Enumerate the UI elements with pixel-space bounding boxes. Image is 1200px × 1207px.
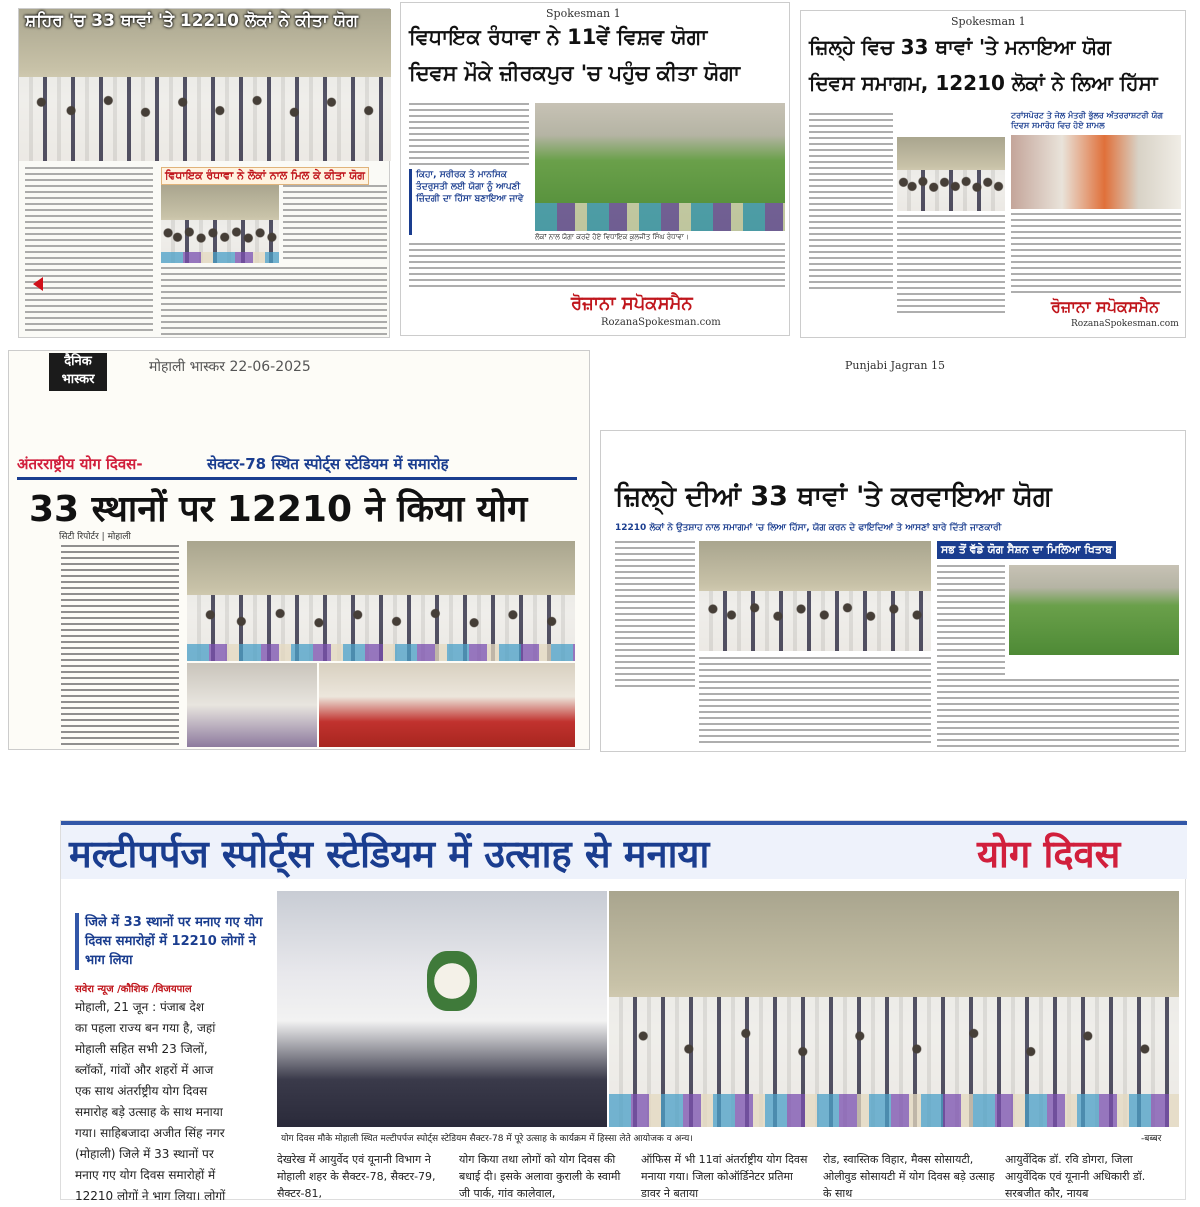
body-line: मोहाली, 21 जून : पंजाब देश	[75, 1000, 204, 1014]
lede: जिले में 33 स्थानों पर मनाए गए योग दिवस समारोहों में 12210 लोगों ने भाग लिया	[85, 915, 263, 968]
newspaper-clipping-2	[400, 2, 790, 336]
clip2-headline-line2: ਦਿਵਸ ਮੌਕੇ ਜ਼ੀਰਕਪੁਰ 'ਚ ਪਹੁੰਚ ਕੀਤਾ ਯੋਗਾ	[409, 61, 741, 85]
pull-quote-text: ਕਿਹਾ, ਸਰੀਰਕ ਤੇ ਮਾਨਸਿਕ ਤੰਦਰੁਸਤੀ ਲਈ ਯੋਗਾ ਨੂੰ ਆਪਣੀ ਜ਼ਿੰਦਗੀ ਦਾ ਹਿੱਸਾ ਬਣਾਇਆ ਜਾਵੇ	[416, 170, 524, 204]
article-text-column	[409, 243, 785, 289]
bottom-column: आयुर्वेदिक डॉ. रवि डोगरा, जिला आयुर्वेदिक एवं यूनानी अधिकारी डॉ. सरबजीत कौर, नायब	[1005, 1153, 1146, 1200]
headline-band	[61, 821, 1187, 879]
website-url: RozanaSpokesman.com	[601, 317, 721, 328]
body-line: का पहला राज्य बन गया है, जहां	[75, 1021, 216, 1035]
clip2-headline-line1: ਵਿਧਾਇਕ ਰੰਧਾਵਾ ਨੇ 11ਵੇਂ ਵਿਸ਼ਵ ਯੋਗਾ	[409, 25, 708, 49]
article-text-column	[937, 565, 1005, 675]
rozana-spokesman-logo: ਰੋਜ਼ਾਨਾ ਸਪੋਕਸਮੈਨ	[1051, 297, 1160, 316]
rozana-spokesman-logo: ਰੋਜ਼ਾਨਾ ਸਪੋਕਸਮੈਨ	[571, 293, 693, 314]
article-text-column	[809, 113, 893, 293]
masthead-line1: दैनिक	[64, 354, 92, 369]
body-line: समारोह बड़े उत्साह के साथ मनाया	[75, 1105, 223, 1119]
article-text-column	[937, 679, 1179, 747]
clip3-subhead-text: ਟਰਾਂਸਪੋਰਟ ਤੇ ਜੇਲ ਮੰਤਰੀ ਭੁੱਲਰ ਅੰਤਰਰਾਸ਼ਟਰੀ ਯੋਗ ਦਿਵਸ ਸਮਾਰੋਹ ਵਿਚ ਹੋਏ ਸ਼ਾਮਲ	[1011, 111, 1163, 130]
yoga-mats	[609, 1094, 1179, 1127]
source-label: Spokesman 1	[951, 15, 1026, 28]
participants-group	[897, 170, 1005, 211]
participants-group	[19, 77, 391, 161]
clip3-headline-line1: ਜ਼ਿਲ੍ਹੇ ਵਿਚ 33 ਥਾਵਾਂ 'ਤੇ ਮਨਾਇਆ ਯੋਗ	[809, 35, 1111, 59]
newspaper-clipping-1	[18, 8, 390, 338]
hospital-yoga-photo	[319, 663, 575, 747]
body-line: गया। साहिबजादा अजीत सिंह नगर	[75, 1126, 225, 1140]
yoga-mats	[161, 252, 279, 263]
bottom-columns	[277, 1151, 1177, 1201]
body-line: (मोहाली) जिले में 33 स्थानों पर	[75, 1147, 214, 1161]
minister-honour-photo	[1011, 135, 1181, 209]
bottom-column: योग किया तथा लोगों को योग दिवस की बधाई दी। इसके अलावा कुराली के स्वामी जी पार्क, गांव कालेवाल,	[459, 1153, 621, 1200]
article-text-column	[283, 185, 387, 263]
source-label: Punjabi Jagran 15	[845, 359, 945, 372]
clip3-subhead	[1011, 111, 1181, 131]
newspaper-clipping-5	[600, 359, 1186, 752]
newspaper-clipping-4	[8, 350, 590, 750]
outdoor-yoga-photo	[1009, 565, 1179, 655]
clip1-headline: ਸ਼ਹਿਰ 'ਚ 33 ਥਾਵਾਂ 'ਤੇ 12210 ਲੋਕਾਂ ਨੇ ਕੀਤਾ ਯੋਗ	[25, 11, 358, 31]
kicker-label: अंतरराष्ट्रीय योग दिवस-	[17, 455, 143, 473]
bottom-column: ऑफिस में भी 11वां अंतर्राष्ट्रीय योग दिवस मनाया गया। जिला कोऑर्डिनेटर प्रतिमा डावर ने बताया	[641, 1153, 808, 1200]
college-yoga-photo	[187, 663, 317, 747]
stadium-yoga-photo	[699, 541, 931, 651]
website-url: RozanaSpokesman.com	[1071, 319, 1179, 329]
article-text-column	[615, 541, 695, 691]
red-arrow-marker	[33, 277, 43, 291]
clip1-subhead: ਵਿਧਾਇਕ ਰੰਧਾਵਾ ਨੇ ਲੋਕਾਂ ਨਾਲ ਮਿਲ ਕੇ ਕੀਤਾ ਯੋਗ	[161, 167, 369, 185]
kicker-text: सेक्टर-78 स्थित स्पोर्ट्स स्टेडियम में समारोह	[207, 455, 449, 473]
body-line: मनाए गए योग दिवस समारोहों में	[75, 1168, 216, 1182]
clip6-headline-accent: योग दिवस	[977, 832, 1121, 876]
stadium-yoga-photo	[609, 891, 1179, 1127]
clip3-headline-line2: ਦਿਵਸ ਸਮਾਗਮ, 12210 ਲੋਕਾਂ ਨੇ ਲਿਆ ਹਿੱਸਾ	[809, 71, 1158, 95]
dainik-bhaskar-masthead	[49, 353, 107, 391]
felicitation-photo	[277, 891, 607, 1127]
byline: सवेरा न्यूज /कौशिक /विजयपाल	[75, 984, 192, 995]
body-line: मोहाली सहित सभी 23 जिलों,	[75, 1042, 208, 1056]
photo-caption: योग दिवस मौके मोहाली स्थित मल्टीपर्पज स्पोर्ट्स स्टेडियम सैक्टर-78 में पूरे उत्साह के कार्यक्रम में हिस्सा लेते आयोजक व अन्य।	[281, 1134, 693, 1144]
photo-caption: ਲੋਕਾਂ ਨਾਲ ਯੋਗਾ ਕਰਦੇ ਹੋਏ ਵਿਧਾਇਕ ਕੁਲਜੀਤ ਸਿੰਘ ਰੰਧਾਵਾ।	[535, 233, 689, 241]
bottom-column: रोड, स्वास्तिक विहार, मैक्स सोसायटी, ओलीवुड सोसायटी में योग दिवस बड़े उत्साह के साथ	[823, 1153, 995, 1200]
body-line: एक साथ अंतर्राष्ट्रीय योग दिवस	[75, 1084, 208, 1098]
article-text-column	[61, 545, 179, 745]
article-text-column	[409, 103, 529, 165]
stadium-yoga-photo	[187, 541, 575, 661]
newspaper-clipping-6	[60, 820, 1186, 1203]
flower-bouquet	[427, 951, 477, 1011]
byline: सिटी रिपोर्टर | मोहाली	[59, 532, 131, 542]
dateline: मोहाली भास्कर 22-06-2025	[149, 359, 311, 375]
body-line: ब्लॉकों, गांवों और शहरों में आज	[75, 1063, 214, 1077]
kicker-band	[17, 451, 577, 480]
photo-credit: -बब्बर	[1141, 1134, 1162, 1144]
clip5-headline: ਜ਼ਿਲ੍ਹੇ ਦੀਆਂ 33 ਥਾਵਾਂ 'ਤੇ ਕਰਵਾਇਆ ਯੋਗ	[615, 481, 1052, 512]
seminar-hall-photo	[897, 137, 1005, 211]
source-label: Spokesman 1	[546, 7, 621, 20]
yoga-mats-photo	[161, 185, 279, 263]
body-line: 12210 लोगों ने भाग लिया। लोगों	[75, 1189, 226, 1203]
lede-text	[75, 913, 271, 970]
park-yoga-photo	[535, 103, 785, 231]
clip6-headline-main: मल्टीपर्पज स्पोर्ट्स स्टेडियम में उत्साह से मनाया	[69, 832, 710, 876]
article-text-column	[897, 215, 1005, 315]
article-text-column	[1011, 213, 1181, 295]
article-text-column	[25, 167, 153, 335]
clip4-headline: 33 स्थानों पर 12210 ने किया योग	[29, 489, 528, 530]
participants-group	[699, 591, 931, 652]
yoga-hall-photo	[19, 9, 391, 161]
pull-quote	[409, 169, 527, 235]
clip5-subhead: 12210 ਲੋਕਾਂ ਨੇ ਉਤਸ਼ਾਹ ਨਾਲ ਸਮਾਗਮਾਂ 'ਚ ਲਿਆ ਹਿੱਸਾ, ਯੋਗ ਕਰਨ ਦੇ ਫਾਇਦਿਆਂ ਤੇ ਆਸਣਾਂ ਬਾਰੇ ਦਿੱਤੀ ਜਾਣਕਾਰੀ	[615, 523, 1002, 533]
article-text-column	[161, 267, 387, 335]
article-text-column	[699, 657, 931, 747]
newspaper-clipping-3	[800, 10, 1186, 338]
bottom-column: देखरेख में आयुर्वेद एवं यूनानी विभाग ने मोहाली शहर के सैक्टर-78, सैक्टर-79, सैक्टर-81,	[277, 1153, 436, 1200]
yoga-mats	[535, 203, 785, 231]
side-story-headline: ਸਭ ਤੋਂ ਵੱਡੇ ਯੋਗ ਸੈਸ਼ਨ ਦਾ ਮਿਲਿਆ ਖਿਤਾਬ	[937, 541, 1116, 559]
yoga-mats	[187, 644, 575, 661]
article-body	[75, 997, 271, 1207]
masthead-line2: भास्कर	[61, 372, 95, 387]
